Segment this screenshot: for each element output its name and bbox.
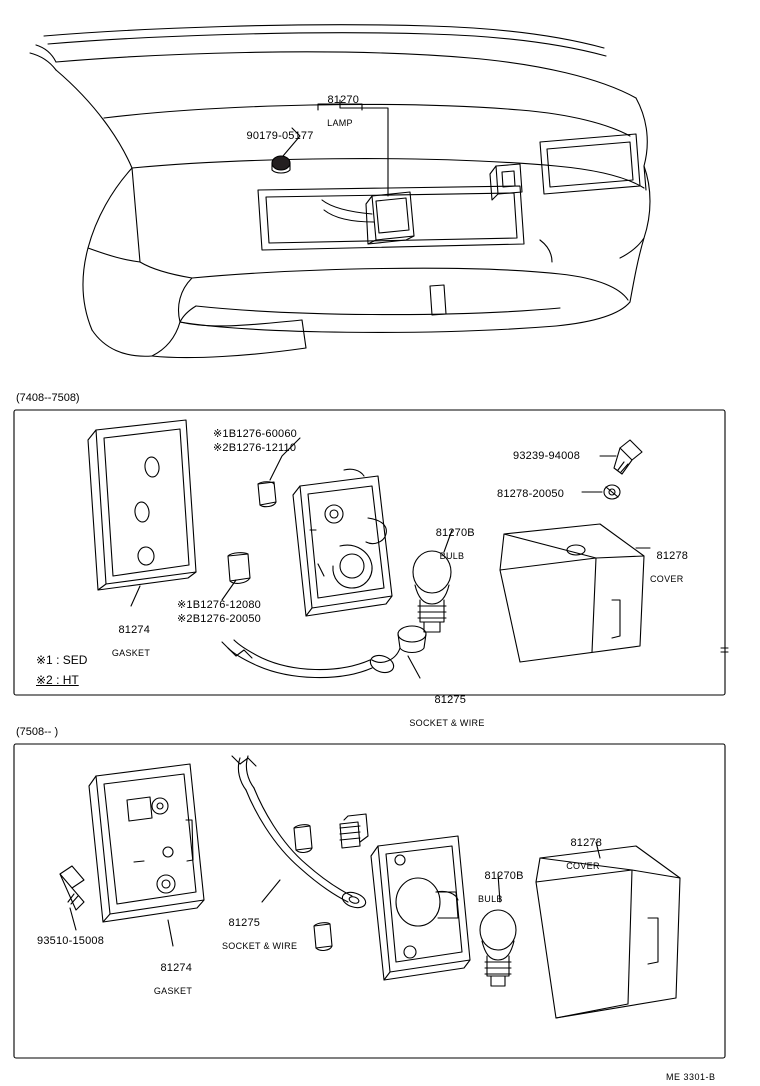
label-grommet-note-1: ※1B1276-12080 xyxy=(177,599,261,611)
label-gasket-b-part: 81274 xyxy=(160,962,193,974)
label-bulb-b xyxy=(478,858,524,916)
label-clip xyxy=(240,118,314,142)
label-screw-a: 93239-94008 xyxy=(513,450,581,462)
label-gasket-note-2: ※2B1276-12110 xyxy=(213,442,297,454)
legend-item-sed: ※1 : SED xyxy=(36,653,88,667)
label-washer-a: 81278-20050 xyxy=(497,488,565,500)
label-cover-b-name: COVER xyxy=(566,861,600,871)
label-socket-wire-b-name: SOCKET & WIRE xyxy=(222,941,298,951)
label-socket-wire-a-part: 81275 xyxy=(434,694,467,706)
label-gasket-b-name: GASKET xyxy=(153,986,193,996)
label-clip-part: 90179-05177 xyxy=(246,130,314,142)
label-bulb-a xyxy=(429,515,475,573)
label-bulb-b-name: BULB xyxy=(478,894,503,904)
label-cover-a-part: 81278 xyxy=(656,550,689,562)
panel-b-caption: (7508-- ) xyxy=(16,726,59,738)
label-cover-a-name: COVER xyxy=(650,574,684,584)
label-cover-a xyxy=(650,538,688,596)
label-gasket-a xyxy=(112,612,150,670)
panel-a-leaders xyxy=(131,438,650,678)
label-socket-wire-a-name: SOCKET & WIRE xyxy=(409,718,485,728)
label-cover-b-part: 81278 xyxy=(570,837,603,849)
legend-item-ht: ※2 : HT xyxy=(36,673,79,687)
label-gasket-b xyxy=(154,950,192,1008)
label-lamp-name: LAMP xyxy=(327,118,353,128)
label-gasket-a-part: 81274 xyxy=(118,624,151,636)
label-socket-wire-a xyxy=(409,682,484,740)
label-bulb-a-name: BULB xyxy=(439,551,465,561)
car-rear-illustration xyxy=(30,25,650,358)
label-screw-b: 93510-15008 xyxy=(37,935,105,947)
label-grommet-note-2: ※2B1276-20050 xyxy=(177,613,261,625)
label-gasket-note-1: ※1B1276-60060 xyxy=(213,428,297,440)
panel-a-caption: (7408--7508) xyxy=(16,392,80,404)
label-bulb-a-part: 81270B xyxy=(435,527,475,539)
label-gasket-a-name: GASKET xyxy=(111,648,151,658)
label-socket-wire-b xyxy=(222,905,297,963)
label-lamp xyxy=(321,82,359,140)
label-socket-wire-b-part: 81275 xyxy=(228,917,261,929)
label-cover-b xyxy=(564,825,602,883)
panel-a-legend xyxy=(36,650,87,690)
label-lamp-part: 81270 xyxy=(327,94,360,106)
footer-code: ME 3301-B xyxy=(666,1072,716,1082)
label-bulb-b-part: 81270B xyxy=(484,870,524,882)
